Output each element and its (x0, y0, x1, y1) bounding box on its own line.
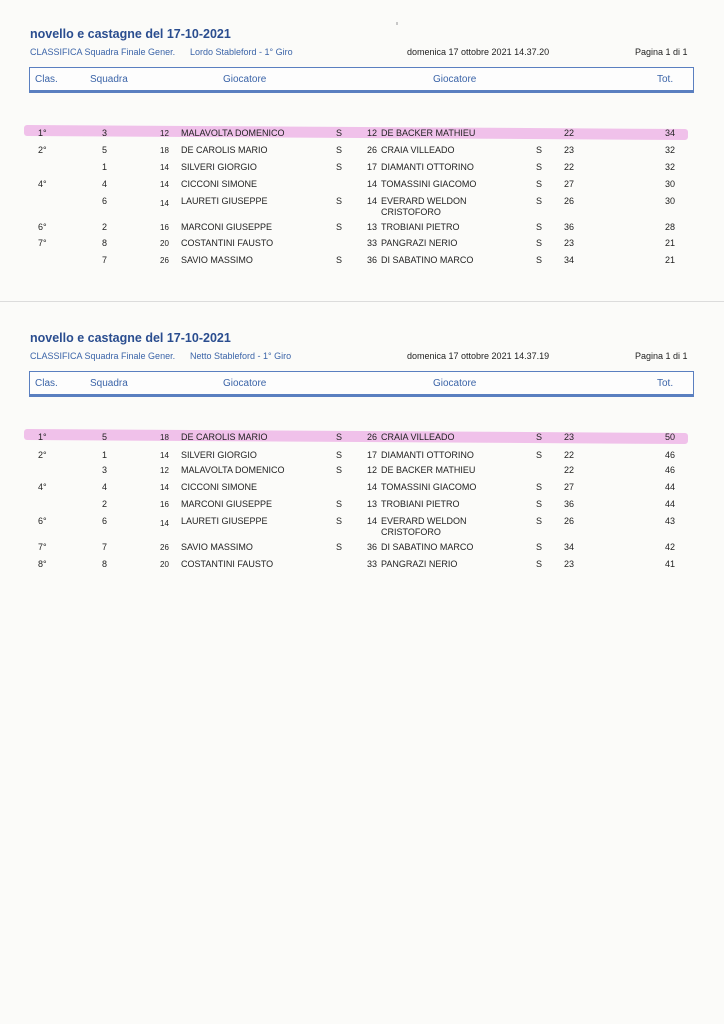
header-tot: Tot. (657, 74, 674, 85)
player2-s-flag: S (536, 542, 543, 552)
header-clas: Clas. (35, 74, 58, 85)
player1-handicap: 12 (160, 466, 169, 475)
player1-name: SAVIO MASSIMO (181, 255, 253, 265)
player2-name: PANGRAZI NERIO (381, 238, 458, 248)
team-number-cell: 7 (102, 255, 108, 265)
player2-s-flag: S (536, 179, 543, 189)
header-giocatore-2: Giocatore (433, 378, 477, 389)
player1-handicap: 14 (160, 163, 169, 172)
player2-handicap: 36 (367, 255, 378, 265)
player1-s-flag: S (336, 432, 343, 442)
total-score: 46 (665, 465, 676, 475)
header-giocatore-2: Giocatore (433, 74, 477, 85)
player2-handicap: 14 (367, 516, 378, 526)
player1-name: MALAVOLTA DOMENICO (181, 465, 285, 475)
rank-cell: 2° (38, 145, 47, 155)
player2-name: DI SABATINO MARCO (381, 542, 474, 552)
first-place-highlight (24, 125, 688, 140)
player2-name: TOMASSINI GIACOMO (381, 482, 477, 492)
player2-points: 22 (564, 465, 575, 475)
total-score: 42 (665, 542, 676, 552)
player1-s-flag: S (336, 162, 343, 172)
player2-points: 34 (564, 255, 575, 265)
player1-name: SILVERI GIORGIO (181, 450, 257, 460)
rank-cell: 4° (38, 179, 47, 189)
header-squadra: Squadra (90, 74, 128, 85)
player2-name: EVERARD WELDON CRISTOFORO (381, 196, 467, 217)
team-number-cell: 2 (102, 222, 108, 232)
total-score: 50 (665, 432, 676, 442)
team-number-cell: 6 (102, 516, 108, 526)
player2-name: TROBIANI PIETRO (381, 222, 460, 232)
section-title: novello e castagne del 17-10-2021 (30, 331, 231, 345)
player1-handicap: 14 (160, 519, 169, 528)
player2-name: DE BACKER MATHIEU (381, 128, 476, 138)
player1-s-flag: S (336, 222, 343, 232)
rank-cell: 6° (38, 222, 47, 232)
total-score: 28 (665, 222, 676, 232)
page-number: Pagina 1 di 1 (635, 47, 688, 57)
table-header (29, 371, 694, 397)
team-number-cell: 3 (102, 128, 108, 138)
player1-name: COSTANTINI FAUSTO (181, 238, 274, 248)
player1-name: CICCONI SIMONE (181, 482, 258, 492)
player2-s-flag: S (536, 559, 543, 569)
player1-name: SILVERI GIORGIO (181, 162, 257, 172)
team-number-cell: 1 (102, 162, 108, 172)
player2-name: DE BACKER MATHIEU (381, 465, 476, 475)
team-number-cell: 3 (102, 465, 108, 475)
player2-name: CRAIA VILLEADO (381, 432, 455, 442)
team-number-cell: 5 (102, 432, 108, 442)
rank-cell: 6° (38, 516, 47, 526)
total-score: 43 (665, 516, 676, 526)
player2-points: 22 (564, 450, 575, 460)
leaderboard-section (0, 331, 724, 601)
player1-handicap: 18 (160, 433, 169, 442)
player2-s-flag: S (536, 196, 543, 206)
header-squadra: Squadra (90, 378, 128, 389)
player2-handicap: 17 (367, 162, 378, 172)
team-number-cell: 4 (102, 482, 108, 492)
player2-points: 36 (564, 499, 575, 509)
player2-s-flag: S (536, 499, 543, 509)
player2-handicap: 12 (367, 128, 378, 138)
player2-s-flag: S (536, 482, 543, 492)
player2-s-flag: S (536, 450, 543, 460)
player1-handicap: 14 (160, 483, 169, 492)
header-giocatore-1: Giocatore (223, 74, 267, 85)
print-datetime: domenica 17 ottobre 2021 14.37.20 (407, 47, 550, 57)
player1-handicap: 26 (160, 256, 169, 265)
header-clas: Clas. (35, 378, 58, 389)
classifica-label: CLASSIFICA Squadra Finale Gener. (30, 47, 176, 57)
player2-handicap: 36 (367, 542, 378, 552)
player1-s-flag: S (336, 450, 343, 460)
player2-name: CRAIA VILLEADO (381, 145, 455, 155)
player2-handicap: 14 (367, 482, 378, 492)
player2-name: DIAMANTI OTTORINO (381, 162, 474, 172)
player1-s-flag: S (336, 516, 343, 526)
player1-s-flag: S (336, 145, 343, 155)
player1-name: DE CAROLIS MARIO (181, 145, 268, 155)
player2-s-flag: S (536, 255, 543, 265)
team-number-cell: 1 (102, 450, 108, 460)
rank-cell: 1° (38, 128, 47, 138)
player2-handicap: 33 (367, 559, 378, 569)
player2-handicap: 26 (367, 432, 378, 442)
player2-points: 23 (564, 238, 575, 248)
player2-s-flag: S (536, 145, 543, 155)
print-datetime: domenica 17 ottobre 2021 14.37.19 (407, 351, 550, 361)
player2-points: 26 (564, 516, 575, 526)
total-score: 34 (665, 128, 676, 138)
player1-handicap: 14 (160, 180, 169, 189)
player2-handicap: 17 (367, 450, 378, 460)
player2-points: 22 (564, 128, 575, 138)
player2-points: 27 (564, 482, 575, 492)
page-number: Pagina 1 di 1 (635, 351, 688, 361)
player1-handicap: 18 (160, 146, 169, 155)
player2-handicap: 14 (367, 179, 378, 189)
team-number-cell: 8 (102, 559, 108, 569)
player1-handicap: 20 (160, 239, 169, 248)
rank-cell: 4° (38, 482, 47, 492)
team-number-cell: 4 (102, 179, 108, 189)
leaderboard-section (0, 27, 724, 297)
total-score: 30 (665, 196, 676, 206)
page-fold-line (0, 301, 724, 302)
player2-points: 23 (564, 145, 575, 155)
rank-cell: 7° (38, 542, 47, 552)
team-number-cell: 6 (102, 196, 108, 206)
player1-name: COSTANTINI FAUSTO (181, 559, 274, 569)
team-number-cell: 2 (102, 499, 108, 509)
player1-name: DE CAROLIS MARIO (181, 432, 268, 442)
player2-handicap: 13 (367, 499, 378, 509)
player1-name: MALAVOLTA DOMENICO (181, 128, 285, 138)
player2-name: DIAMANTI OTTORINO (381, 450, 474, 460)
total-score: 44 (665, 499, 676, 509)
total-score: 41 (665, 559, 676, 569)
player2-name: EVERARD WELDON CRISTOFORO (381, 516, 467, 537)
player1-handicap: 26 (160, 543, 169, 552)
team-number-cell: 5 (102, 145, 108, 155)
total-score: 21 (665, 238, 676, 248)
player2-s-flag: S (536, 162, 543, 172)
total-score: 21 (665, 255, 676, 265)
stableford-formula: Netto Stableford - 1° Giro (190, 351, 292, 361)
player2-points: 36 (564, 222, 575, 232)
player1-s-flag: S (336, 542, 343, 552)
player1-s-flag: S (336, 465, 343, 475)
player2-s-flag: S (536, 516, 543, 526)
player2-points: 23 (564, 559, 575, 569)
rank-cell: 7° (38, 238, 47, 248)
player2-points: 34 (564, 542, 575, 552)
player2-s-flag: S (536, 432, 543, 442)
classifica-label: CLASSIFICA Squadra Finale Gener. (30, 351, 176, 361)
team-number-cell: 7 (102, 542, 108, 552)
player1-s-flag: S (336, 128, 343, 138)
total-score: 46 (665, 450, 676, 460)
player1-s-flag: S (336, 499, 343, 509)
player2-name: TROBIANI PIETRO (381, 499, 460, 509)
player1-handicap: 14 (160, 199, 169, 208)
first-place-highlight (24, 429, 688, 444)
total-score: 30 (665, 179, 676, 189)
player1-handicap: 16 (160, 223, 169, 232)
player2-s-flag: S (536, 222, 543, 232)
section-title: novello e castagne del 17-10-2021 (30, 27, 231, 41)
player1-handicap: 12 (160, 129, 169, 138)
player2-handicap: 26 (367, 145, 378, 155)
total-score: 44 (665, 482, 676, 492)
scan-speck (396, 22, 398, 25)
total-score: 32 (665, 145, 676, 155)
player2-handicap: 14 (367, 196, 378, 206)
player1-name: CICCONI SIMONE (181, 179, 258, 189)
team-number-cell: 8 (102, 238, 108, 248)
player1-handicap: 16 (160, 500, 169, 509)
player1-name: LAURETI GIUSEPPE (181, 196, 268, 206)
player2-name: DI SABATINO MARCO (381, 255, 474, 265)
player2-points: 26 (564, 196, 575, 206)
player2-handicap: 33 (367, 238, 378, 248)
rank-cell: 2° (38, 450, 47, 460)
stableford-formula: Lordo Stableford - 1° Giro (190, 47, 293, 57)
player2-handicap: 13 (367, 222, 378, 232)
player1-name: LAURETI GIUSEPPE (181, 516, 268, 526)
player2-points: 23 (564, 432, 575, 442)
player1-handicap: 14 (160, 451, 169, 460)
player2-name: PANGRAZI NERIO (381, 559, 458, 569)
rank-cell: 1° (38, 432, 47, 442)
player2-points: 22 (564, 162, 575, 172)
player1-name: MARCONI GIUSEPPE (181, 499, 273, 509)
player1-name: MARCONI GIUSEPPE (181, 222, 273, 232)
header-tot: Tot. (657, 378, 674, 389)
player1-s-flag: S (336, 196, 343, 206)
total-score: 32 (665, 162, 676, 172)
table-header (29, 67, 694, 93)
rank-cell: 8° (38, 559, 47, 569)
header-giocatore-1: Giocatore (223, 378, 267, 389)
player1-s-flag: S (336, 255, 343, 265)
player2-s-flag: S (536, 238, 543, 248)
player2-points: 27 (564, 179, 575, 189)
player2-name: TOMASSINI GIACOMO (381, 179, 477, 189)
player2-handicap: 12 (367, 465, 378, 475)
player1-name: SAVIO MASSIMO (181, 542, 253, 552)
player1-handicap: 20 (160, 560, 169, 569)
